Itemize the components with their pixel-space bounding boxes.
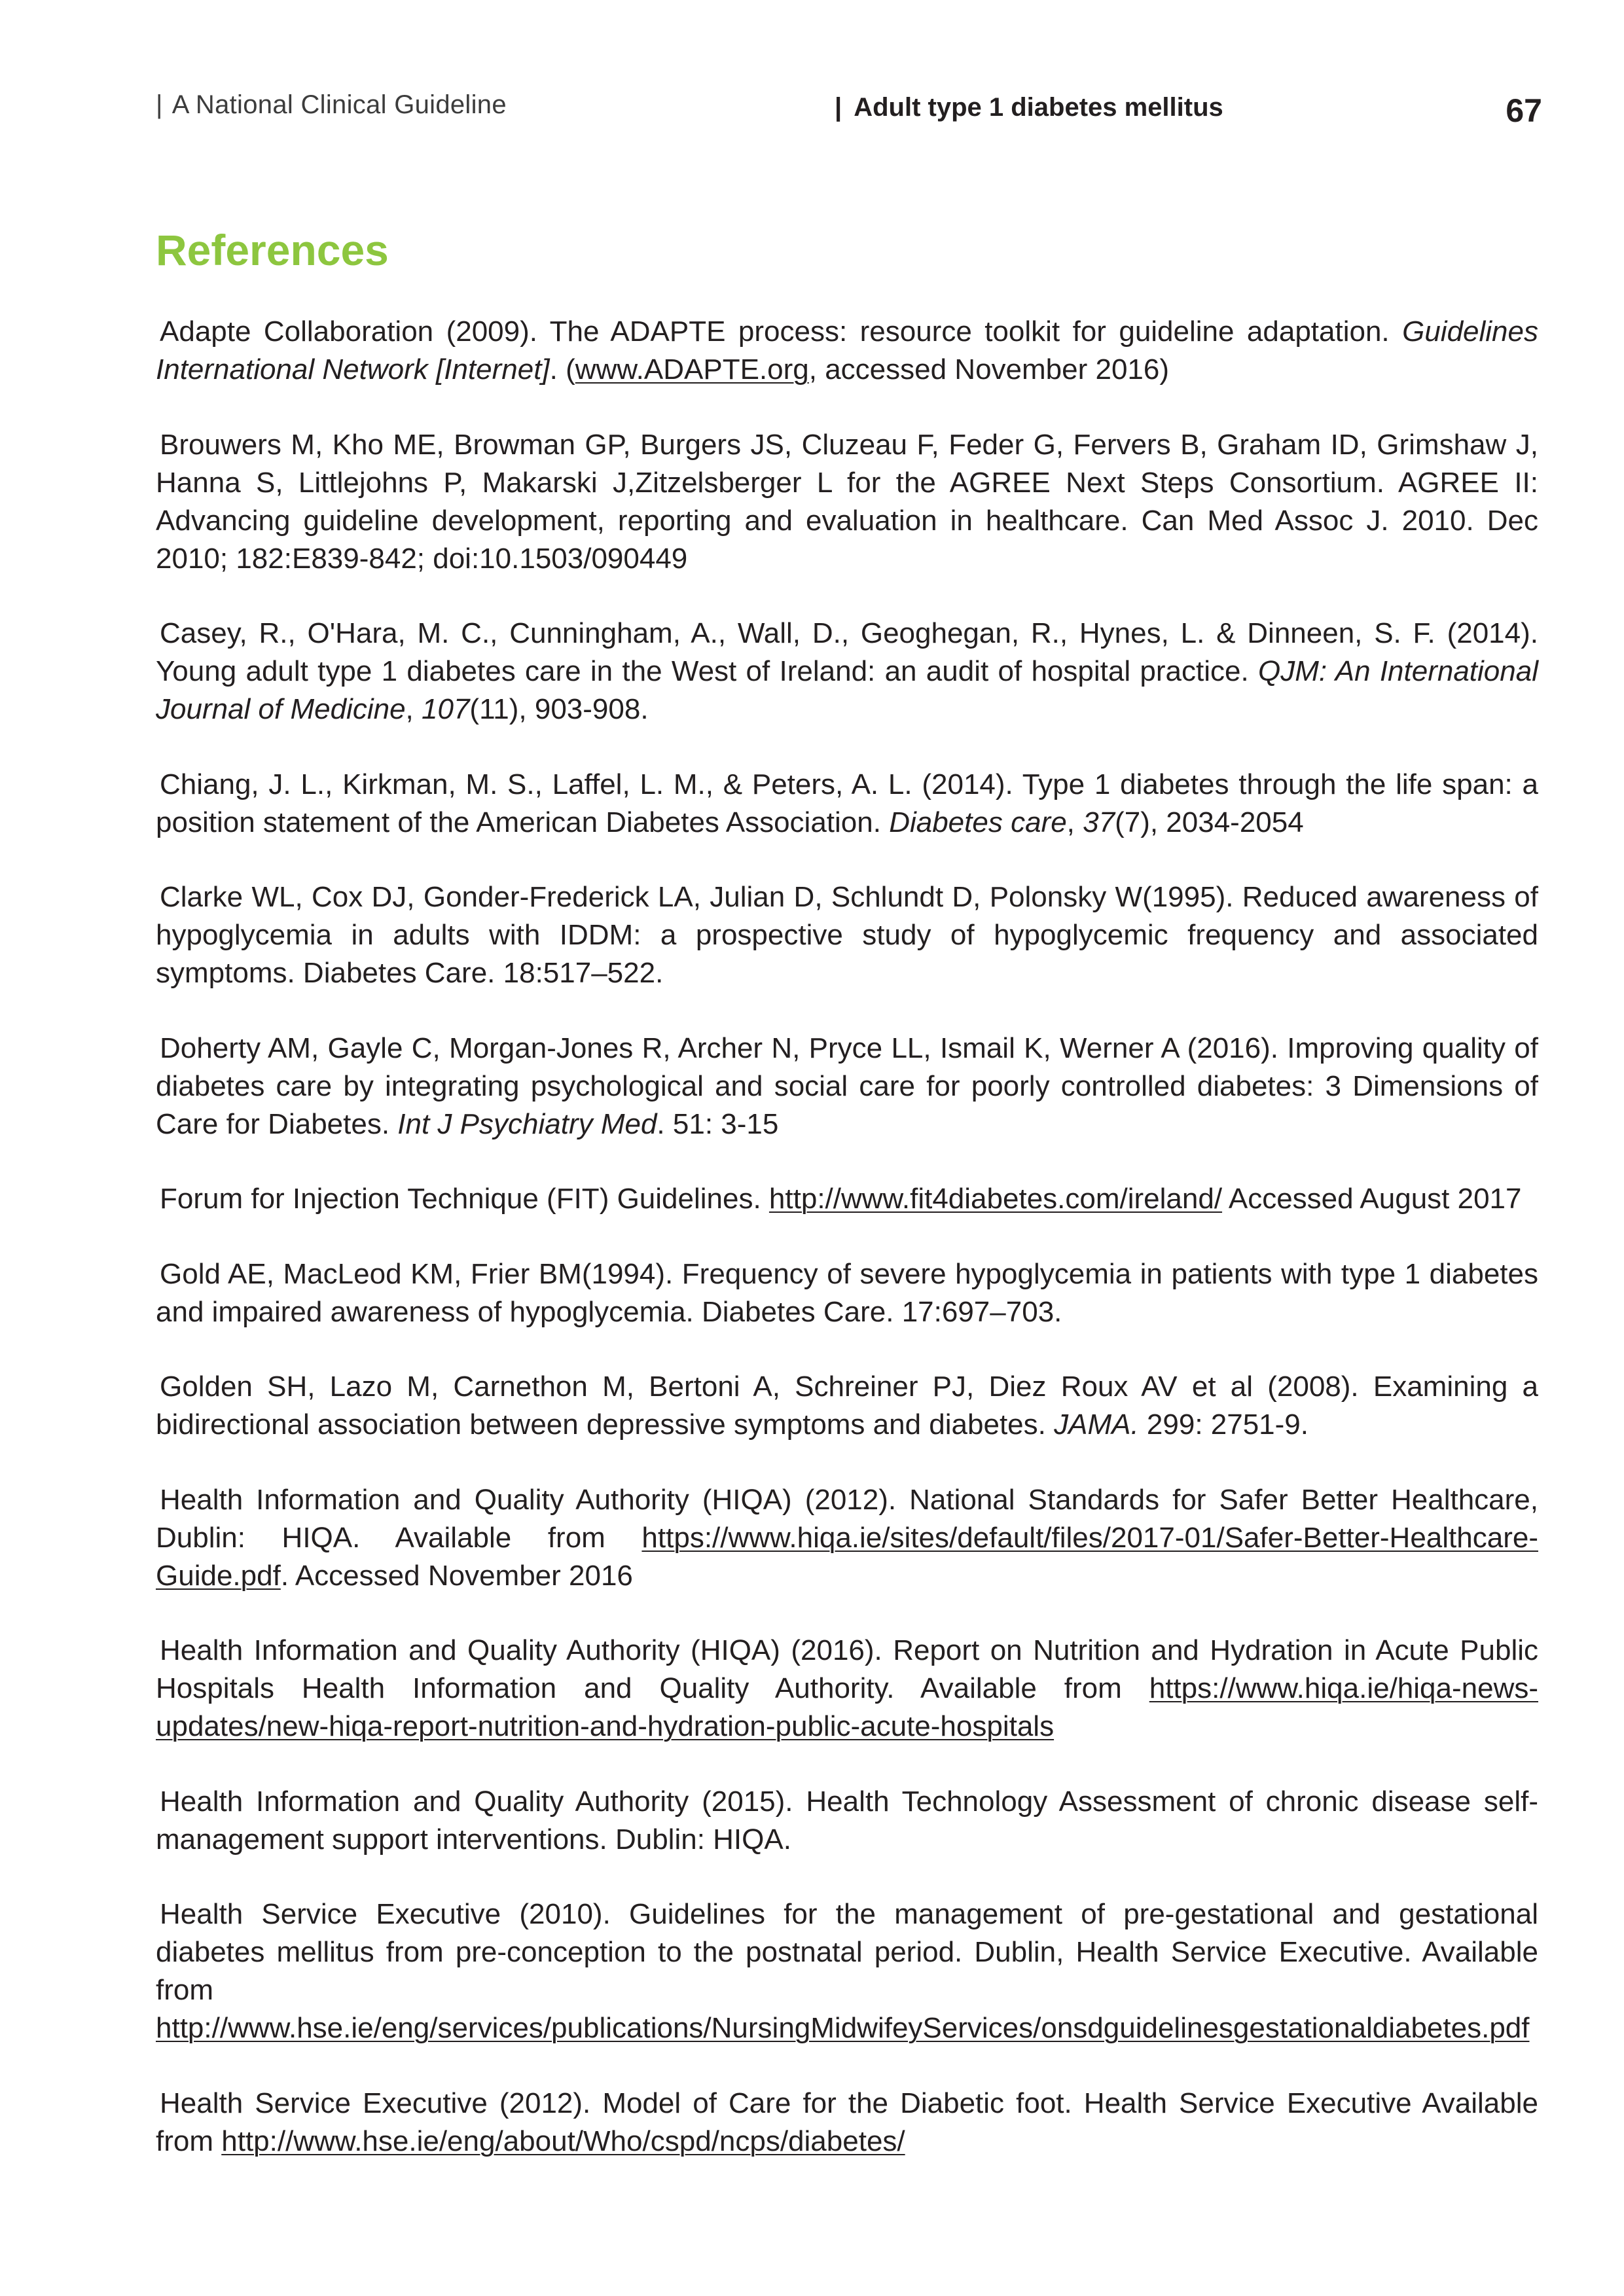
reference-list <box>156 313 1538 2197</box>
reference-link[interactable]: www.ADAPTE.org <box>575 353 809 386</box>
reference-item: Health Information and Quality Authority (HIQA) (2012). National Standards for Safer Better Healthcare, Dublin: HIQA. Available from https://www.hiqa.ie/sites/default/files/2017-01/Safer-Better-Healthcare-Guide.pdf. Accessed November 2016 <box>156 1483 1538 1592</box>
reference-item: Forum for Injection Technique (FIT) Guidelines. http://www.fit4diabetes.com/ireland/ Accessed August 2017 <box>160 1183 1522 1215</box>
reference-link[interactable]: https://www.hiqa.ie/sites/default/files/2017-01/Safer-Better-Healthcare-Guide.pdf <box>156 1521 1538 1592</box>
reference-item: Casey, R., O'Hara, M. C., Cunningham, A., Wall, D., Geoghegan, R., Hynes, L. & Dinneen, S. F. (2014). Young adult type 1 diabetes care in the West of Ireland: an audit of hospital practice. QJM: An International Journal of Medicine, 107(11), 903-908. <box>156 617 1538 725</box>
reference-link[interactable]: http://www.hse.ie/eng/about/Who/cspd/ncps/diabetes/ <box>221 2125 905 2157</box>
reference-item: Clarke WL, Cox DJ, Gonder-Frederick LA, Julian D, Schlundt D, Polonsky W(1995). Reduced awareness of hypoglycemia in adults with IDDM: a prospective study of hypoglycemic frequency and associated symptoms. Diabetes Care. 18:517–522. <box>156 881 1538 989</box>
reference-item: Health Service Executive (2010). Guidelines for the management of pre-gestational and gestational diabetes mellitus from pre-conception to the postnatal period. Dublin, Health Service Executive. Available from http://www.hse.ie/eng/services/publications/NursingMidwifeyServices/onsdguidelinesgestationaldiabetes.pdf <box>156 1898 1538 2044</box>
running-header-left <box>156 90 507 120</box>
reference-item: Health Service Executive (2012). Model of Care for the Diabetic foot. Health Service Executive Available from http://www.hse.ie/eng/about/Who/cspd/ncps/diabetes/ <box>156 2087 1538 2157</box>
reference-link[interactable]: https://www.hiqa.ie/hiqa-news-updates/new-hiqa-report-nutrition-and-hydration-public-acute-hospitals <box>156 1672 1538 1742</box>
reference-item: Golden SH, Lazo M, Carnethon M, Bertoni A, Schreiner PJ, Diez Roux AV et al (2008). Examining a bidirectional association between depressive symptoms and diabetes. JAMA. 299: 2751-9. <box>156 1371 1538 1441</box>
running-header-right <box>835 93 1223 122</box>
reference-item: Chiang, J. L., Kirkman, M. S., Laffel, L. M., & Peters, A. L. (2014). Type 1 diabetes through the life span: a position statement of the American Diabetes Association. Diabetes care, 37(7), 2034-2054 <box>156 768 1538 838</box>
guideline-series-label: A National Clinical Guideline <box>171 90 507 119</box>
page-number: 67 <box>1506 92 1542 129</box>
reference-link[interactable]: http://www.fit4diabetes.com/ireland/ <box>768 1183 1223 1215</box>
reference-item: Health Information and Quality Authority (HIQA) (2016). Report on Nutrition and Hydration in Acute Public Hospitals Health Information and Quality Authority. Available from https://www.hiqa.ie/hiqa-news-updates/new-hiqa-report-nutrition-and-hydration-public-acute-hospitals <box>156 1634 1538 1742</box>
reference-item: Gold AE, MacLeod KM, Frier BM(1994). Frequency of severe hypoglycemia in patients with type 1 diabetes and impaired awareness of hypoglycemia. Diabetes Care. 17:697–703. <box>156 1257 1538 1328</box>
header-separator: | <box>156 90 163 119</box>
reference-item: Adapte Collaboration (2009). The ADAPTE process: resource toolkit for guideline adaptation. Guidelines International Network [Internet]. (www.ADAPTE.org, accessed November 2016) <box>156 315 1538 386</box>
reference-item: Doherty AM, Gayle C, Morgan-Jones R, Archer N, Pryce LL, Ismail K, Werner A (2016). Improving quality of diabetes care by integrating psychological and social care for poorly controlled diabetes: 3 Dimensions of Care for Diabetes. Int J Psychiatry Med. 51: 3-15 <box>156 1031 1538 1140</box>
header-separator: | <box>835 93 842 122</box>
reference-link[interactable]: http://www.hse.ie/eng/services/publications/NursingMidwifeyServices/onsdguidelinesgestationaldiabetes.pdf <box>156 2012 1530 2044</box>
section-title: References <box>156 226 389 274</box>
reference-item: Brouwers M, Kho ME, Browman GP, Burgers JS, Cluzeau F, Feder G, Fervers B, Graham ID, Grimshaw J, Hanna S, Littlejohns P, Makarski J,Zitzelsberger L for the AGREE Next Steps Consortium. AGREE II: Advancing guideline development, reporting and evaluation in healthcare. Can Med Assoc J. 2010. Dec 2010; 182:E839-842; doi:10.1503/090449 <box>156 428 1538 575</box>
reference-item: Health Information and Quality Authority (2015). Health Technology Assessment of chronic disease self-management support interventions. Dublin: HIQA. <box>156 1785 1538 1856</box>
guideline-title-label: Adult type 1 diabetes mellitus <box>854 93 1223 122</box>
